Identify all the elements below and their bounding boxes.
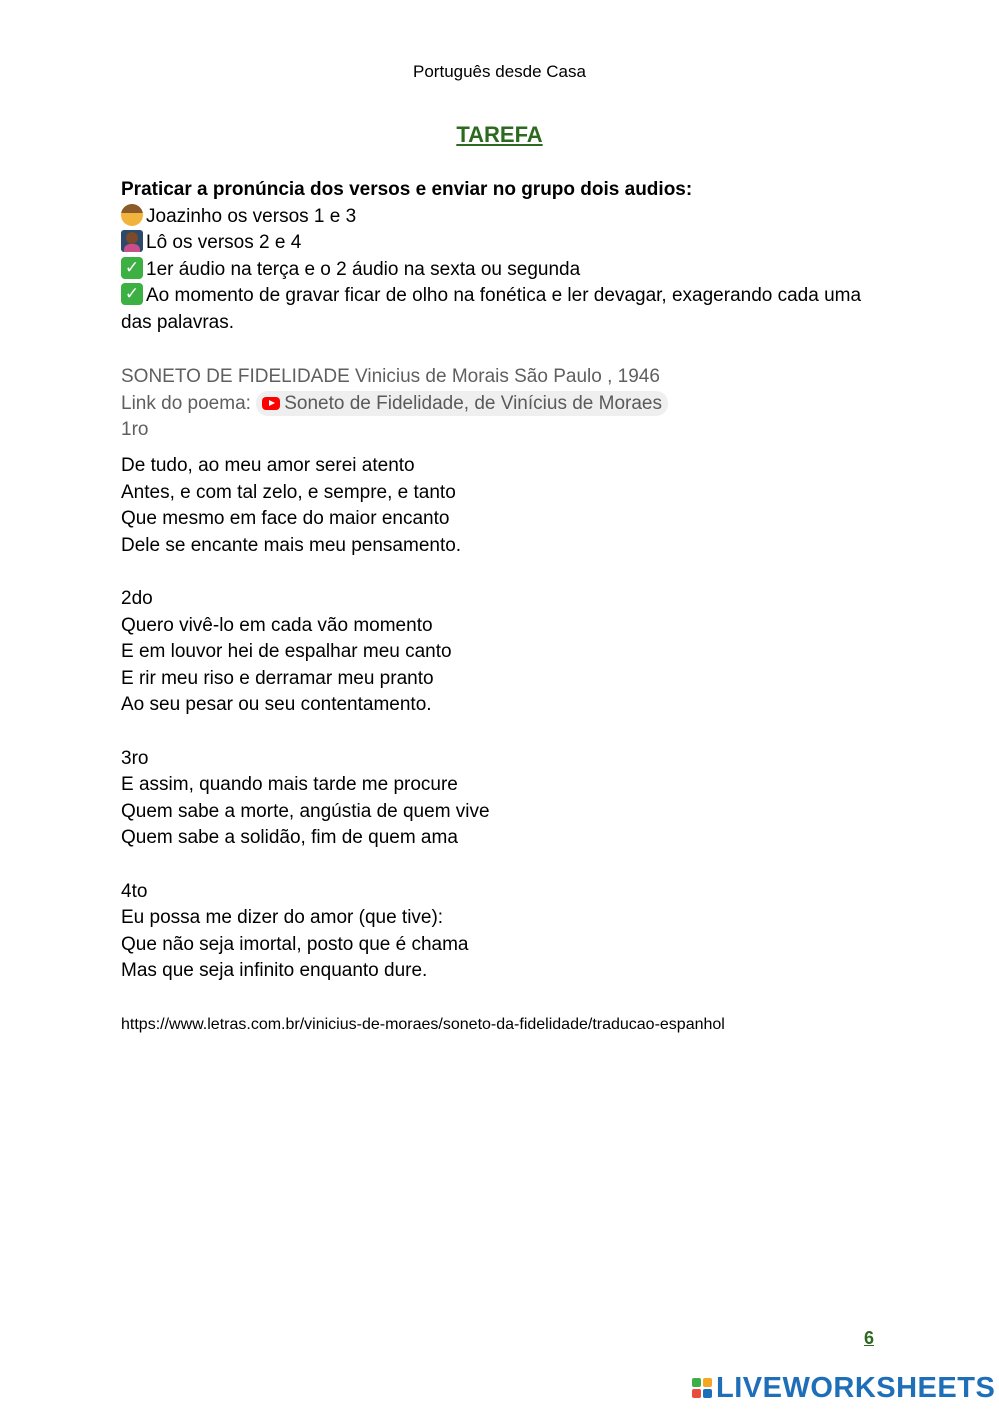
instructions — [121, 177, 881, 337]
page-header: Português desde Casa — [413, 62, 586, 81]
brand-name: LIVEWORKSHEETS — [716, 1371, 996, 1404]
poem-link-label: Link do poema: — [121, 392, 251, 414]
youtube-icon — [262, 397, 280, 410]
stanza-label: 1ro — [121, 419, 149, 441]
stanza-label: 2do — [121, 587, 153, 609]
stanza-4 — [121, 905, 881, 985]
check-emoji-icon: ✓ — [121, 283, 143, 305]
verse-line: E assim, quando mais tarde me procure — [121, 774, 458, 796]
verse-line: Eu possa me dizer do amor (que tive): — [121, 907, 444, 929]
stanza-1 — [121, 453, 881, 559]
check-emoji-icon: ✓ — [121, 257, 143, 279]
instruction-item — [121, 230, 881, 257]
verse-line: Dele se encante mais meu pensamento. — [121, 534, 462, 556]
instruction-item — [121, 283, 881, 336]
verse-line: E em louvor hei de espalhar meu canto — [121, 641, 452, 663]
page-number: 6 — [864, 1328, 875, 1348]
page-title: TAREFA — [456, 122, 543, 147]
verse-line: Ao seu pesar ou seu contentamento. — [121, 694, 432, 716]
poem-link-chip[interactable] — [256, 391, 668, 416]
stanza-2 — [121, 613, 881, 719]
poem-link-text: Soneto de Fidelidade, de Vinícius de Moraes — [284, 392, 662, 414]
instruction-text: Lô os versos 2 e 4 — [146, 232, 302, 254]
instruction-text: Joazinho os versos 1 e 3 — [146, 205, 357, 227]
instruction-text: Ao momento de gravar ficar de olho na fonética e ler devagar, exagerando cada uma das palavras. — [121, 285, 862, 333]
liveworksheets-logo-icon — [692, 1378, 712, 1398]
verse-line: Que mesmo em face do maior encanto — [121, 508, 450, 530]
verse-line: Quem sabe a morte, angústia de quem vive — [121, 800, 490, 822]
verse-line: Mas que seja infinito enquanto dure. — [121, 960, 428, 982]
instruction-item — [121, 204, 881, 231]
instructions-lead: Praticar a pronúncia dos versos e enviar no grupo dois audios: — [121, 179, 693, 200]
liveworksheets-brand — [692, 1372, 995, 1404]
instruction-item — [121, 257, 881, 284]
instruction-text: 1er áudio na terça e o 2 áudio na sexta ou segunda — [146, 258, 581, 280]
verse-line: Que não seja imortal, posto que é chama — [121, 933, 469, 955]
source-url[interactable]: https://www.letras.com.br/vinicius-de-moraes/soneto-da-fidelidade/traducao-espanhol — [121, 1016, 725, 1033]
verse-line: E rir meu riso e derramar meu pranto — [121, 667, 434, 689]
poem — [121, 453, 881, 985]
teacher-emoji-icon — [121, 230, 143, 252]
verse-line: Quem sabe a solidão, fim de quem ama — [121, 827, 458, 849]
stanza-label: 4to — [121, 880, 148, 902]
stanza-label: 3ro — [121, 747, 149, 769]
verse-line: Antes, e com tal zelo, e sempre, e tanto — [121, 481, 456, 503]
poem-meta — [121, 364, 881, 444]
poem-title-line: SONETO DE FIDELIDADE Vinicius de Morais São Paulo , 1946 — [121, 366, 660, 387]
verse-line: Quero vivê-lo em cada vão momento — [121, 614, 433, 636]
poem-link-row — [121, 391, 881, 418]
verse-line: De tudo, ao meu amor serei atento — [121, 455, 415, 476]
cowboy-emoji-icon — [121, 204, 143, 226]
stanza-3 — [121, 772, 881, 852]
